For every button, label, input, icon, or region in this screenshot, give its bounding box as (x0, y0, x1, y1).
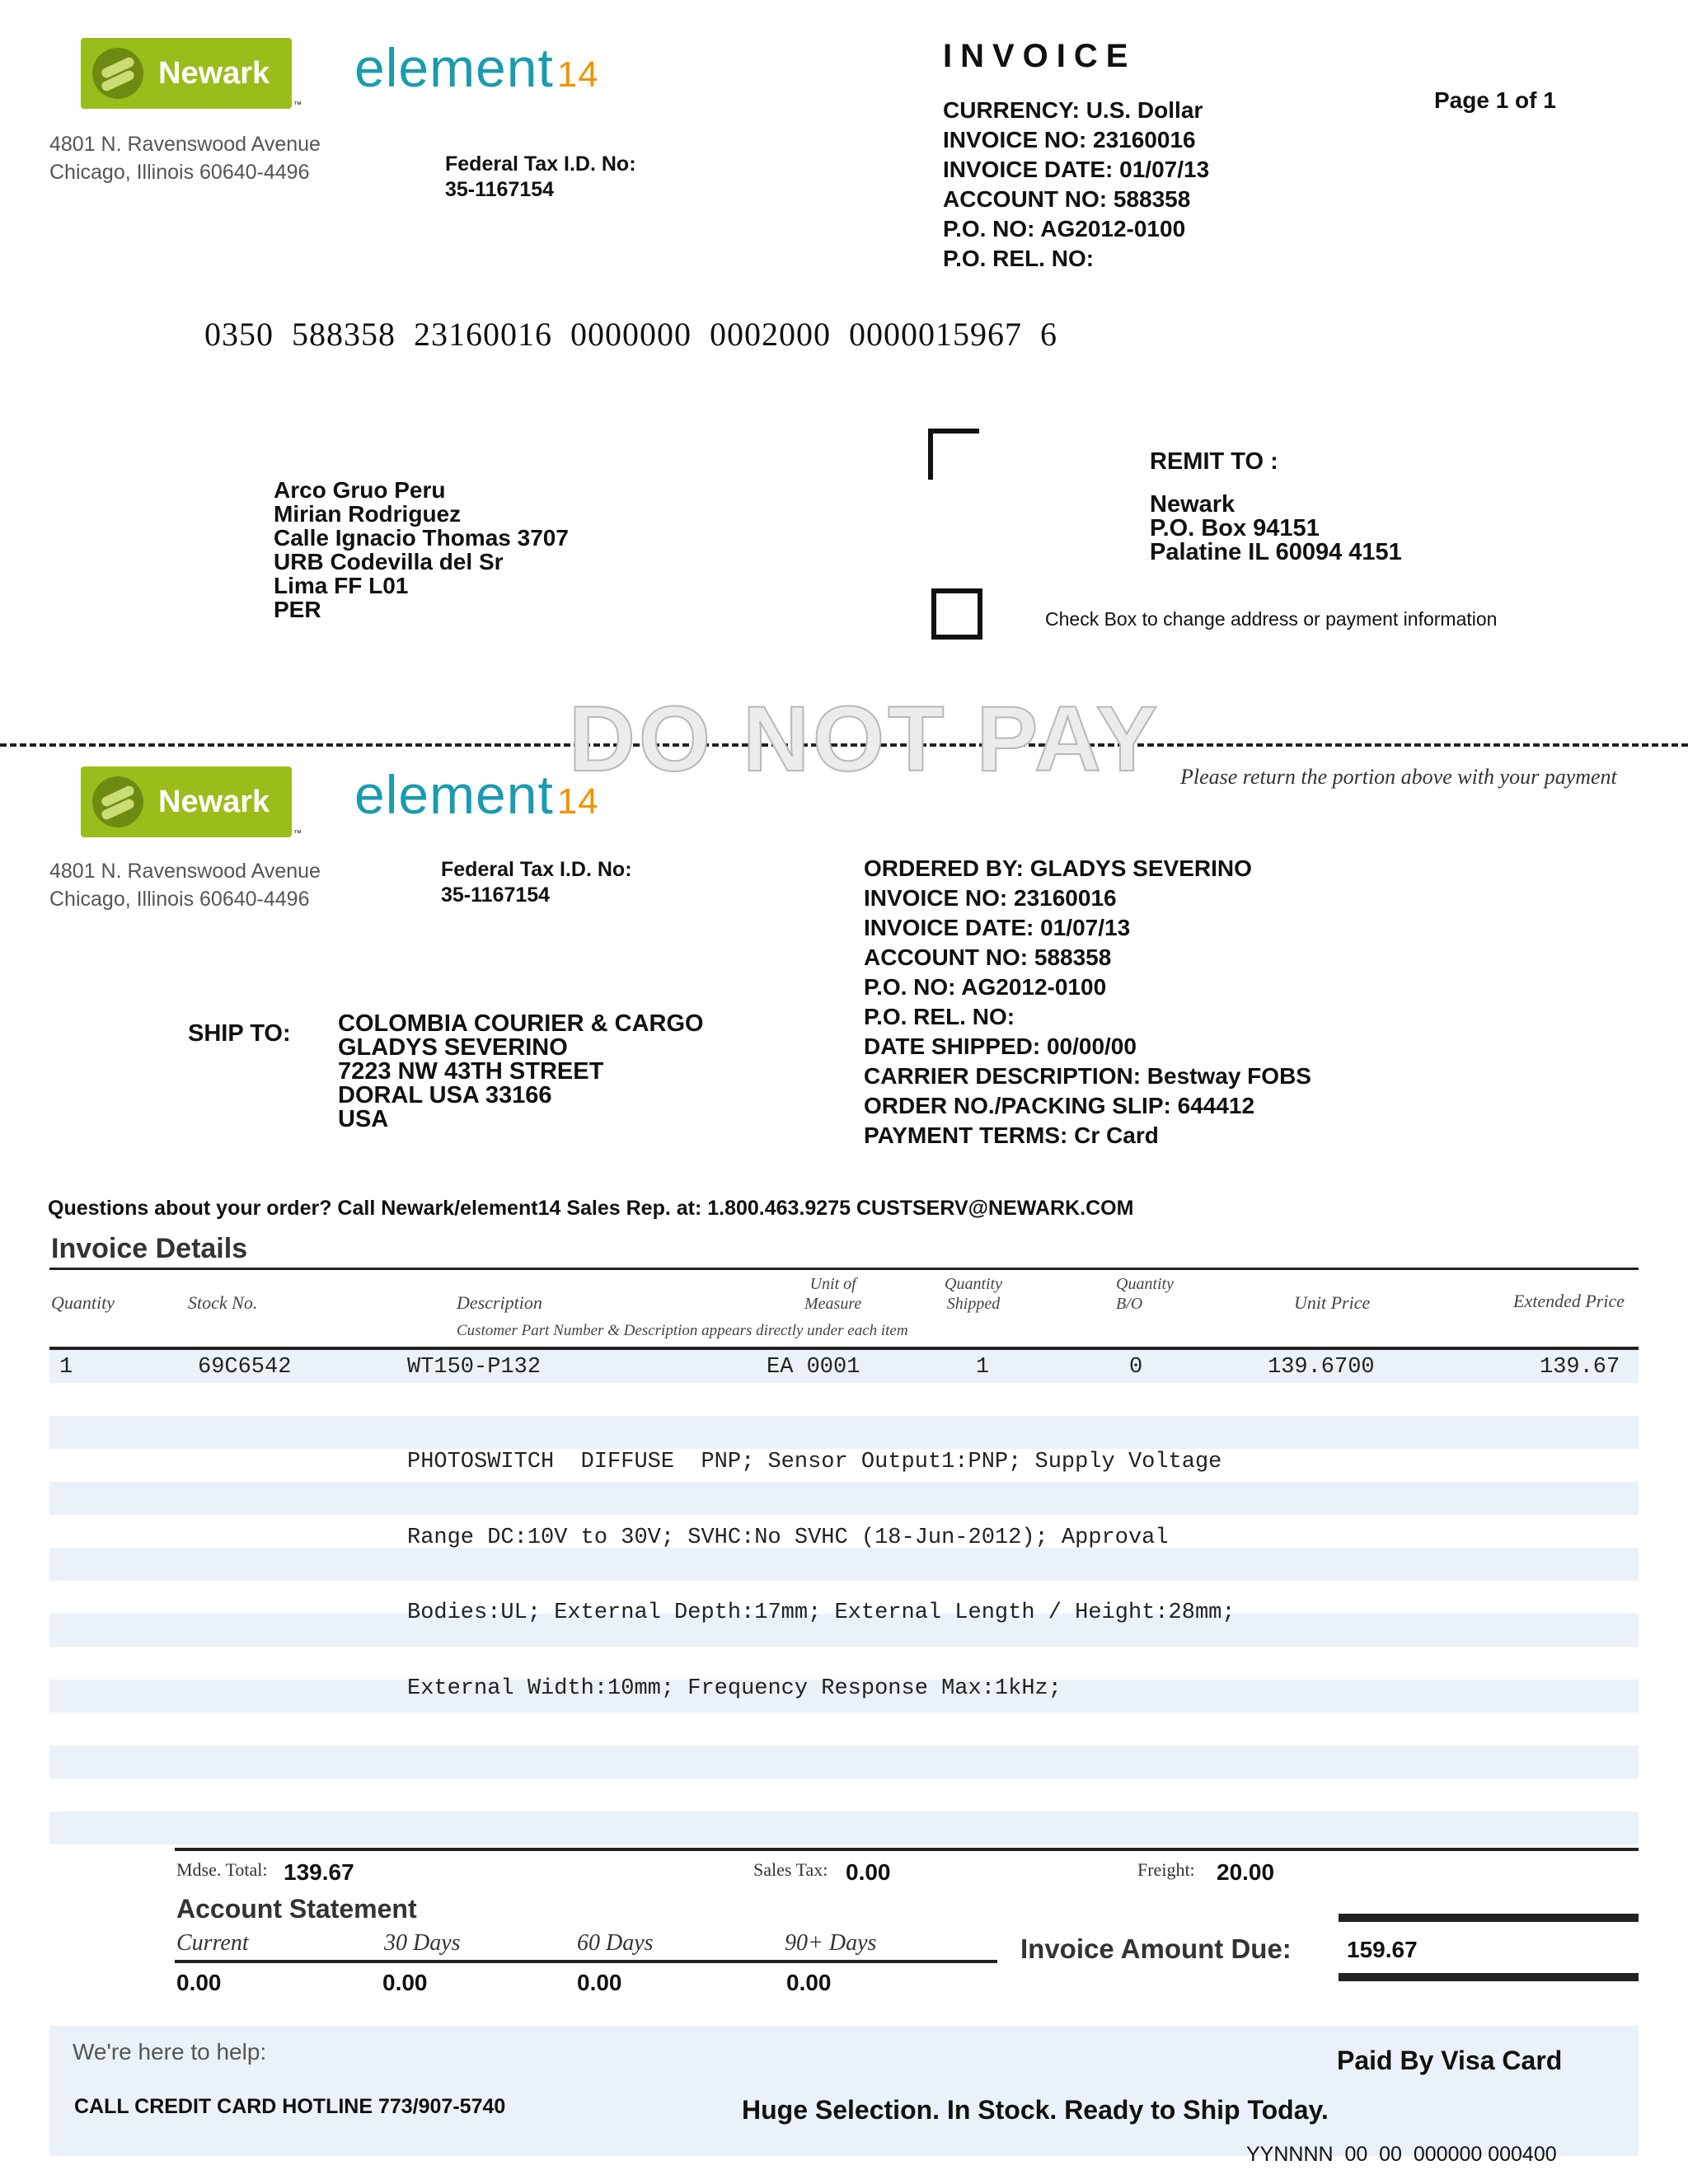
col-unit-price: Unit Price (1294, 1292, 1371, 1313)
item-unit-price: 139.6700 (1268, 1355, 1375, 1380)
item-quantity-shipped: 1 (976, 1355, 990, 1380)
company-address-lower: 4801 N. Ravenswood Avenue Chicago, Illinois 60640-4496 (49, 860, 321, 911)
aging-60-value: 0.00 (577, 1970, 622, 1995)
aging-30-value: 0.00 (382, 1970, 428, 1995)
remittance-info: CURRENCY: U.S. Dollar INVOICE NO: 23160016 INVOICE DATE: 01/07/13 ACCOUNT NO: 588358 P.O. NO: AG2012-0100 P.O. REL. NO: (943, 97, 1210, 271)
paid-by: Paid By Visa Card (1337, 2046, 1563, 2075)
item-stock-no: 69C6542 (198, 1355, 292, 1380)
item-quantity-bo: 0 (1129, 1355, 1143, 1380)
mdse-total-value: 139.67 (284, 1859, 354, 1885)
bill-to-address: Arco Gruo Peru Mirian Rodriguez Calle Ignacio Thomas 3707 URB Codevilla del Sr Lima FF L01 PER (274, 477, 569, 622)
item-quantity: 1 (59, 1355, 73, 1380)
aging-rule (175, 1960, 997, 1963)
sales-tax-value: 0.00 (846, 1859, 891, 1885)
change-address-checkbox[interactable] (931, 588, 982, 640)
newark-logo-icon (92, 48, 143, 99)
slogan: Huge Selection. In Stock. Ready to Ship Today. (742, 2095, 1329, 2125)
invoice-details-title: Invoice Details (51, 1233, 248, 1264)
payment-scan-line: 0350 588358 23160016 0000000 0002000 0000015967 6 (204, 316, 1057, 353)
aging-current-value: 0.00 (176, 1970, 222, 1995)
amount-due-top-rule (1339, 1914, 1639, 1922)
element14-logo-lower: element14 (354, 764, 599, 825)
aging-60-label: 60 Days (577, 1930, 654, 1956)
aging-30-label: 30 Days (384, 1930, 461, 1956)
help-text: We're here to help: (73, 2039, 267, 2064)
item-part-number: WT150-P132 (407, 1355, 542, 1380)
col-description: Description (457, 1292, 542, 1313)
invoice-amount-due-value: 159.67 (1347, 1937, 1418, 1962)
account-statement-title: Account Statement (176, 1894, 417, 1924)
ship-to-address: COLOMBIA COURIER & CARGO GLADYS SEVERINO 7223 NW 43TH STREET DORAL USA 33166 USA (338, 1010, 704, 1132)
remit-to-address: Newark P.O. Box 94151 Palatine IL 60094 4151 (1150, 491, 1402, 565)
table-top-rule (49, 1268, 1639, 1270)
order-info: ORDERED BY: GLADYS SEVERINO INVOICE NO: 23160016 INVOICE DATE: 01/07/13 ACCOUNT NO: 588358 P.O. NO: AG2012-0100 P.O. REL. NO: DATE SHIPPED: 00/00/00 CARRIER DESCRIPTION: Bestway FOBS ORDER NO./PACKING SLIP: 644412 PAYMENT TERMS: Cr Card (864, 855, 1311, 1148)
do-not-pay-watermark: DO NOT PAY (569, 687, 1161, 790)
ship-to-label: SHIP TO: (188, 1020, 291, 1047)
company-address: 4801 N. Ravenswood Avenue Chicago, Illinois 60640-4496 (49, 133, 321, 184)
address-window-corner (928, 429, 979, 480)
credit-card-hotline: CALL CREDIT CARD HOTLINE 773/907-5740 (74, 2095, 506, 2118)
row-band (49, 1811, 1639, 1844)
invoice-amount-due-label: Invoice Amount Due: (1020, 1933, 1292, 1964)
col-quantity-shipped: Quantity Shipped (945, 1275, 1002, 1313)
page-number: Page 1 of 1 (1434, 87, 1556, 113)
amount-due-bottom-rule (1339, 1973, 1639, 1981)
aging-90-value: 0.00 (786, 1970, 832, 1995)
item-description: PHOTOSWITCH DIFFUSE PNP; Sensor Output1:PNP; Supply Voltage Range DC:10V to 30V; SVHC:No SVHC (18-Jun-2012); Approval Bodies:UL; External Depth:17mm; External Length / Height:28mm; External Width:10mm; Frequency Response Max:1kHz; (407, 1450, 1236, 1701)
invoice-title: INVOICE (943, 38, 1137, 74)
trademark-mark: ™ (293, 101, 302, 110)
questions-contact: Questions about your order? Call Newark/element14 Sales Rep. at: 1.800.463.9275 CUSTSERV@NEWARK.COM (48, 1197, 1134, 1220)
newark-logo-lower-text: Newark (158, 784, 270, 819)
col-extended-price: Extended Price (1513, 1291, 1625, 1311)
newark-logo-lower-icon (92, 776, 143, 827)
federal-tax-id-lower: Federal Tax I.D. No: 35-1167154 (441, 858, 632, 907)
freight-label: Freight: (1137, 1859, 1195, 1880)
mdse-total-label: Mdse. Total: (176, 1859, 268, 1880)
totals-rule (175, 1848, 1639, 1851)
checkbox-note: Check Box to change address or payment information (1045, 608, 1498, 630)
freight-value: 20.00 (1217, 1859, 1275, 1885)
item-unit-of-measure: EA 0001 (767, 1355, 860, 1380)
col-quantity-bo: Quantity B/O (1116, 1275, 1174, 1313)
element14-logo: element14 (354, 37, 599, 98)
item-extended-price: 139.67 (1540, 1355, 1620, 1380)
footer-code: YYNNNN 00 00 000000 000400 (1246, 2143, 1557, 2166)
aging-90-label: 90+ Days (785, 1930, 877, 1956)
return-portion-note: Please return the portion above with your payment (1180, 765, 1617, 789)
aging-current-label: Current (176, 1930, 249, 1956)
newark-logo-lower (81, 766, 292, 837)
newark-logo (81, 38, 292, 109)
remit-to-label: REMIT TO : (1150, 448, 1278, 475)
col-quantity: Quantity (51, 1292, 115, 1313)
newark-logo-text: Newark (158, 55, 270, 91)
sales-tax-label: Sales Tax: (753, 1859, 828, 1880)
col-description-sub: Customer Part Number & Description appears directly under each item (457, 1322, 908, 1339)
federal-tax-id: Federal Tax I.D. No: 35-1167154 (445, 152, 636, 201)
col-stock-no: Stock No. (188, 1292, 258, 1313)
trademark-mark-lower: ™ (293, 829, 302, 838)
col-unit-of-measure: Unit of Measure (804, 1275, 862, 1313)
